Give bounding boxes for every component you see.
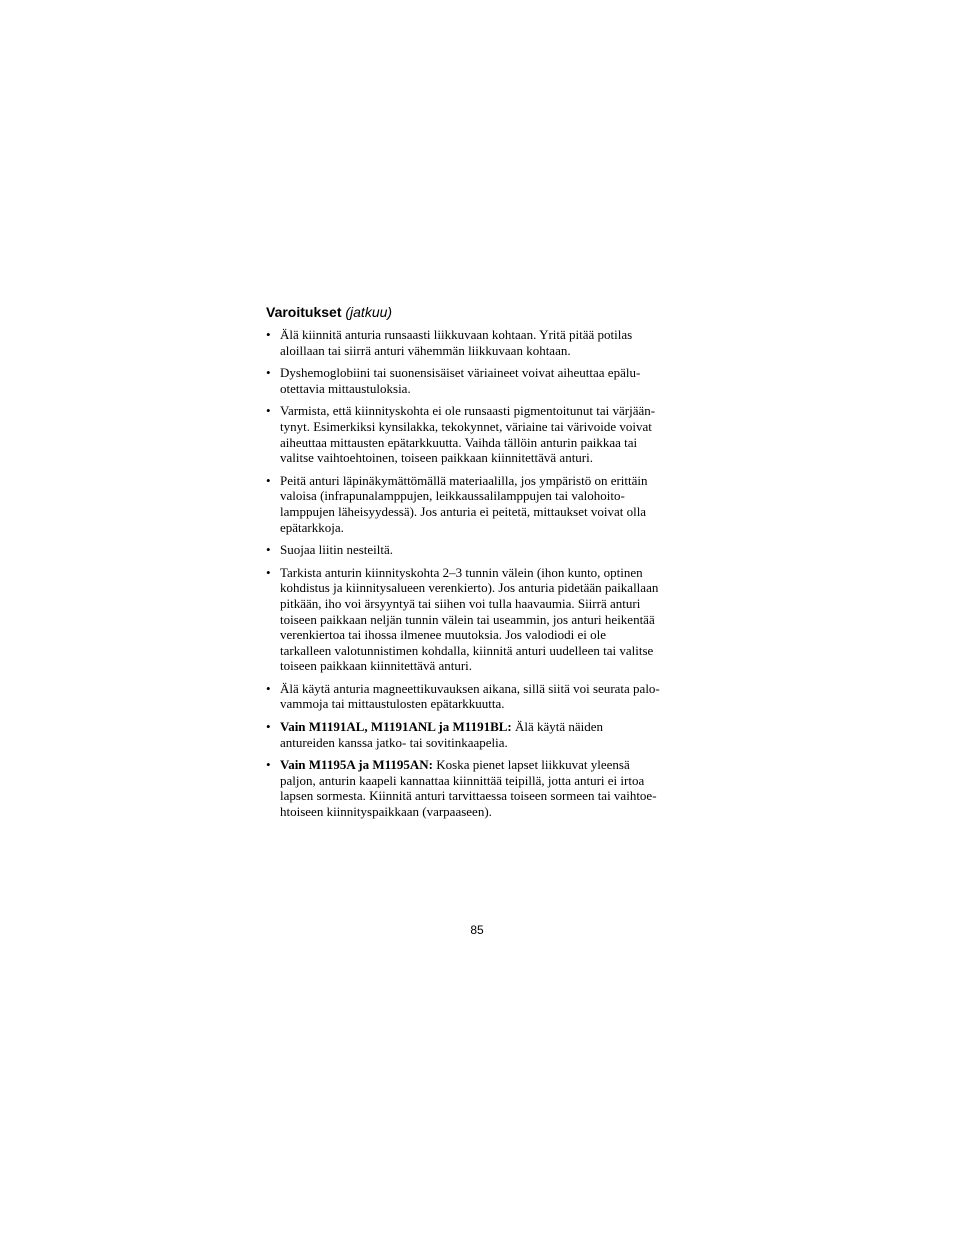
- warnings-section: [266, 303, 696, 827]
- warning-item: [266, 757, 696, 819]
- bullet-marker: •: [266, 542, 271, 558]
- bullet-marker: •: [266, 472, 271, 488]
- section-heading: [266, 303, 696, 321]
- warning-line: valitse vaihtoehtoinen, toiseen paikkaan kiinnitettävä anturi.: [280, 450, 593, 466]
- warning-line: lapsen sormesta. Kiinnitä anturi tarvittaessa toiseen sormeen tai vaihtoe-: [280, 788, 657, 804]
- section-subtitle: (jatkuu): [345, 304, 393, 320]
- warning-line: toiseen paikkaan kiinnitettävä anturi.: [280, 658, 473, 674]
- warning-line: verenkiertoa tai ihossa ilmenee muutoksia. Jos valodiodi ei ole: [280, 627, 607, 643]
- warning-line: [280, 719, 696, 735]
- warning-lead: Vain M1195A ja M1195AN:: [280, 757, 433, 773]
- warning-line: Älä käytä anturia magneettikuvauksen aikana, sillä siitä voi seurata palo-: [280, 680, 660, 696]
- bullet-marker: •: [266, 757, 271, 773]
- warning-line: lamppujen läheisyydessä). Jos anturia ei peitetä, mittaukset voivat olla: [280, 503, 647, 519]
- warning-text: Älä käytä näiden: [511, 719, 604, 735]
- bullet-marker: •: [266, 327, 271, 342]
- warning-line: htoiseen kiinnityspaikkaan (varpaaseen).: [280, 804, 492, 820]
- warning-line: Tarkista anturin kiinnityskohta 2–3 tunnin välein (ihon kunto, optinen: [280, 564, 643, 580]
- warnings-list: [266, 327, 696, 820]
- warning-line: otettavia mittaustuloksia.: [280, 380, 411, 396]
- bullet-marker: •: [266, 680, 271, 696]
- warning-line: pitkään, iho voi ärsyyntyä tai siihen voi tulla haavaumia. Siirrä anturi: [280, 595, 641, 611]
- warning-line: kohdistus ja kiinnitysalueen verenkierto). Jos anturia pidetään paikallaan: [280, 580, 659, 596]
- section-title: Varoitukset: [266, 304, 342, 320]
- warning-line: aiheuttaa mittausten epätarkkuutta. Vaihda tällöin anturin paikkaa tai: [280, 434, 638, 450]
- warning-line: paljon, anturin kaapeli kannattaa kiinnittää teipillä, jotta anturi ei irtoa: [280, 772, 645, 788]
- warning-item: [266, 565, 696, 674]
- warning-item: [266, 327, 696, 358]
- bullet-marker: •: [266, 564, 271, 580]
- warning-item: [266, 365, 696, 396]
- warning-item: [266, 719, 696, 750]
- warning-line: Älä kiinnitä anturia runsaasti liikkuvaan kohtaan. Yritä pitää potilas: [280, 327, 633, 342]
- warning-line: Peitä anturi läpinäkymättömällä materiaalilla, jos ympäristö on erittäin: [280, 472, 648, 488]
- bullet-marker: •: [266, 403, 271, 419]
- warning-item: [266, 403, 696, 465]
- warning-line: [280, 757, 696, 773]
- warning-item: [266, 473, 696, 535]
- warning-lead: Vain M1191AL, M1191ANL ja M1191BL:: [280, 719, 512, 735]
- warning-line: antureiden kanssa jatko- tai sovitinkaapelia.: [280, 734, 508, 750]
- warning-line: epätarkkoja.: [280, 519, 344, 535]
- page-number: 85: [470, 923, 484, 937]
- warning-item: [266, 681, 696, 712]
- warning-line: tarkalleen valotunnistimen kohdalla, kiinnitä anturi uudelleen tai valitse: [280, 642, 654, 658]
- warning-line: toiseen paikkaan neljän tunnin välein tai useammin, jos anturi heikentää: [280, 611, 655, 627]
- warning-line: Varmista, että kiinnityskohta ei ole runsaasti pigmentoitunut tai värjään-: [280, 403, 656, 419]
- warning-item: [266, 542, 696, 558]
- warning-line: Suojaa liitin nesteiltä.: [280, 542, 394, 558]
- warning-line: vammoja tai mittaustulosten epätarkkuutta.: [280, 696, 505, 712]
- warning-line: aloillaan tai siirrä anturi vähemmän liikkuvaan kohtaan.: [280, 342, 571, 358]
- bullet-marker: •: [266, 365, 271, 381]
- warning-line: tynyt. Esimerkiksi kynsilakka, tekokynnet, väriaine tai värivoide voivat: [280, 418, 652, 434]
- warning-line: Dyshemoglobiini tai suonensisäiset väriaineet voivat aiheuttaa epälu-: [280, 365, 641, 381]
- warning-text: Koska pienet lapset liikkuvat yleensä: [433, 757, 630, 773]
- bullet-marker: •: [266, 719, 271, 735]
- warning-line: valoisa (infrapunalamppujen, leikkaussalilamppujen tai valohoito-: [280, 488, 625, 504]
